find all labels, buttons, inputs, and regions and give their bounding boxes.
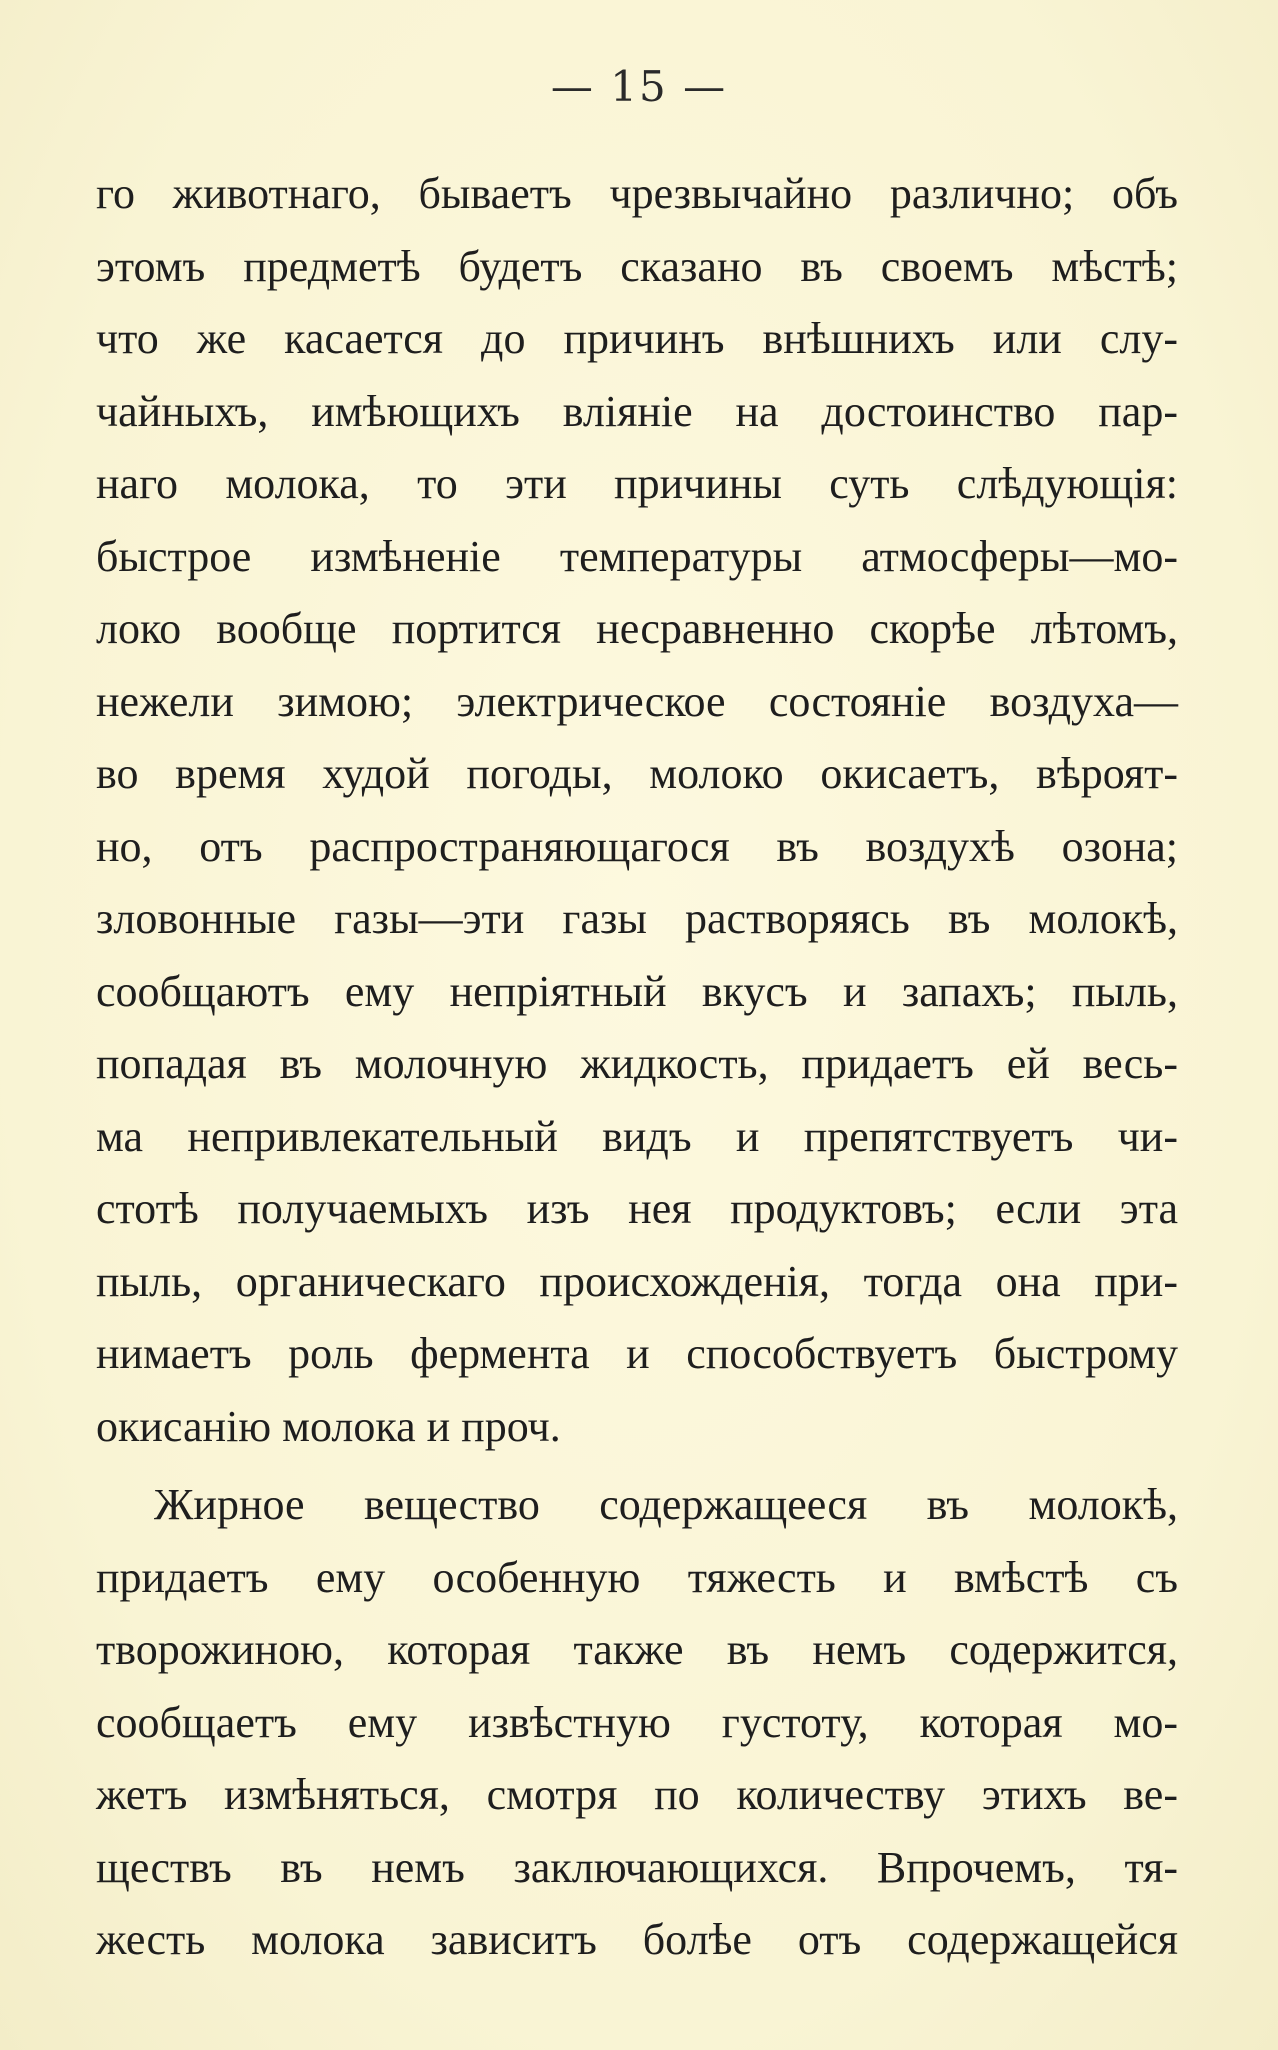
text-line: быстрое измѣненіе температуры атмосферы—мо- [96,531,1178,581]
paragraph-2 [96,1469,1178,1977]
text-line: во время худой погоды, молоко окисаетъ, вѣроят- [96,749,1178,798]
text-line: чайныхъ, имѣющихъ вліяніе на достоинство пар- [96,386,1178,436]
text-line: нимаетъ роль фермента и способствуетъ быстрому [96,1329,1178,1378]
text-line: этомъ предметѣ будетъ сказано въ своемъ мѣстѣ; [96,241,1178,291]
text-line: пыль, органическаго происхожденія, тогда она при- [96,1256,1178,1306]
text-line: жетъ измѣняться, смотря по количеству этихъ ве- [96,1770,1178,1819]
text-line: зловонные газы—эти газы растворяясь въ молокѣ, [96,894,1178,943]
text-line: сообщаютъ ему непріятный вкусъ и запахъ; пыль, [96,966,1178,1016]
text-line: го животнаго, бываетъ чрезвычайно различно; объ [96,169,1178,218]
text-line: локо вообще портится несравненно скорѣе лѣтомъ, [96,604,1178,653]
text-line: попадая въ молочную жидкость, придаетъ ей весь- [96,1039,1178,1088]
text-line: Жирное вещество содержащееся въ молокѣ, [154,1480,1178,1529]
text-line: окисанію молока и проч. [96,1401,561,1451]
text-line: что же касается до причинъ внѣшнихъ или слу- [96,314,1178,363]
paragraph-1 [96,158,1178,1463]
page-number: — 15 — [550,62,728,111]
text-line: творожиною, которая также въ немъ содержится, [96,1625,1178,1674]
text-line: придаетъ ему особенную тяжесть и вмѣстѣ съ [96,1552,1178,1602]
text-line: ма непривлекательный видъ и препятствуетъ чи- [96,1111,1178,1161]
text-line: нежели зимою; электрическое состояніе воздуха— [96,676,1178,726]
text-line: но, отъ распространяющагося въ воздухѣ озона; [96,821,1178,871]
body-text [96,158,1178,1977]
text-line: стотѣ получаемыхъ изъ нея продуктовъ; если эта [96,1184,1178,1233]
text-line: сообщаетъ ему извѣстную густоту, которая мо- [96,1697,1178,1747]
text-line: ществъ въ немъ заключающихся. Впрочемъ, тя- [96,1842,1178,1892]
text-line: наго молока, то эти причины суть слѣдующія: [96,459,1178,508]
text-line: жесть молока зависитъ болѣе отъ содержащейся [96,1915,1178,1964]
